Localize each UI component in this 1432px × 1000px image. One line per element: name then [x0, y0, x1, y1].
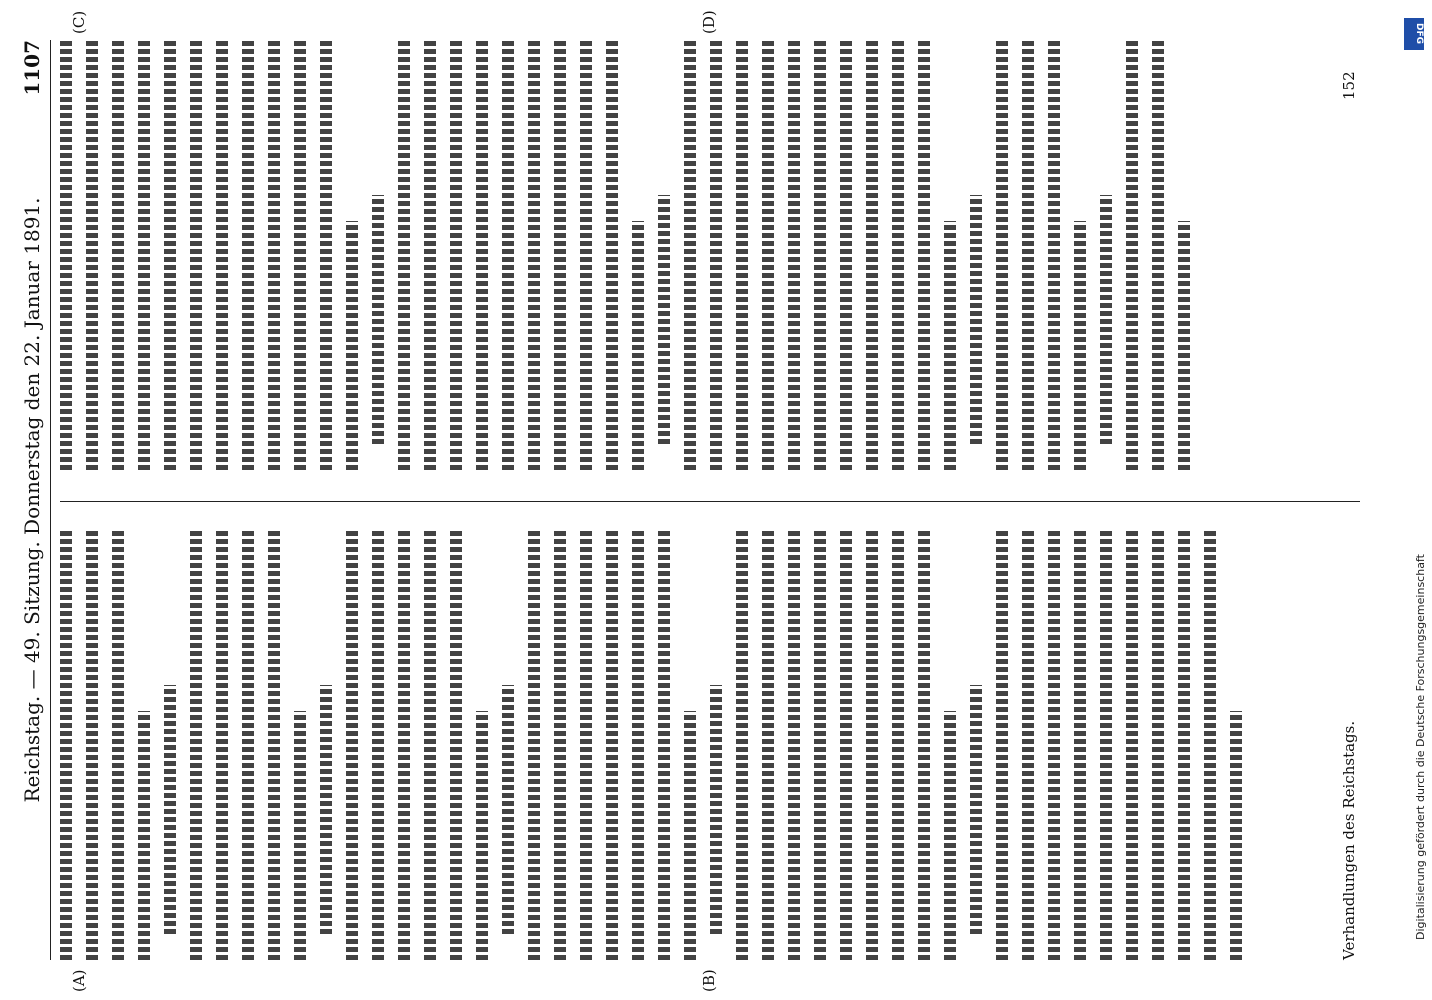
right-column [60, 40, 1360, 470]
margin-letter-b: (B) [700, 969, 718, 992]
page-header [20, 40, 50, 960]
section-number: 152 [1340, 71, 1358, 100]
header-rule [50, 40, 51, 960]
margin-letter-c: (C) [70, 10, 88, 34]
margin-letter-a: (A) [70, 969, 88, 992]
margin-letter-d: (D) [700, 10, 718, 34]
footer-note: Verhandlungen des Reichstags. [1340, 720, 1358, 960]
digitization-text: Digitalisierung gefördert durch die Deutsche Forschungsgemeinschaft [1414, 554, 1427, 940]
page-number: 1107 [20, 40, 44, 96]
left-column [60, 530, 1360, 960]
header-title: Reichstag. — 49. Sitzung. Donnerstag den 22. Januar 1891. [20, 197, 44, 803]
digitization-sidenote [1392, 0, 1432, 1000]
column-divider [60, 501, 1360, 502]
dfg-logo-icon: DFG [1404, 18, 1424, 50]
